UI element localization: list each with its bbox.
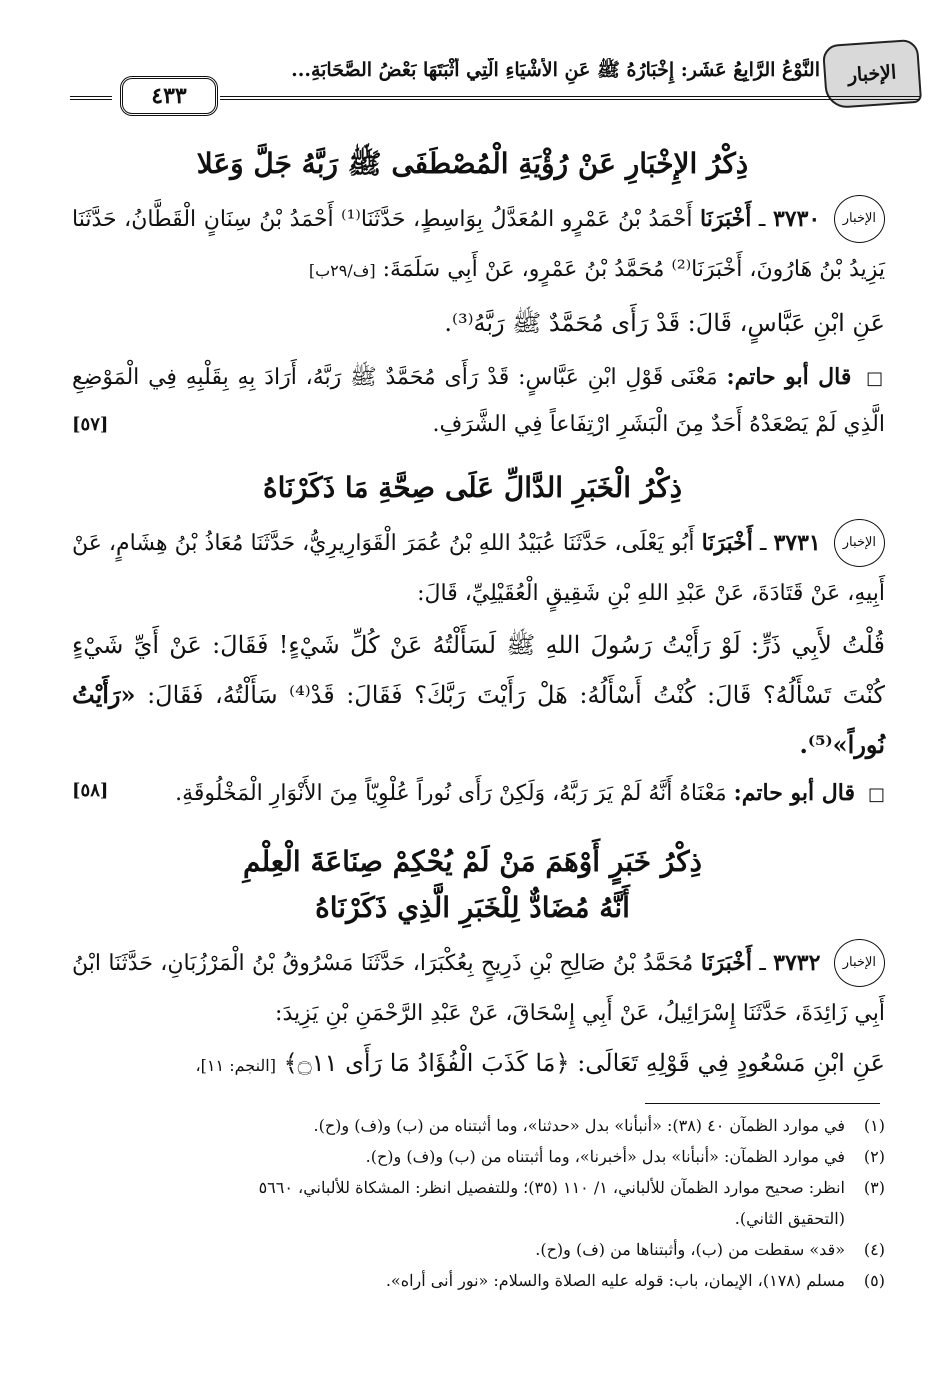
isnad-text: أَبُو يَعْلَى، حَدَّثَنَا عُبَيْدُ اللهِ بْنُ عُمَرَ الْقَوَارِيرِيُّ، حَدَّثَنَا مُعَاذُ بْنُ هِشَامٍ، عَنْ أَبِيهِ، عَنْ قَتَادَةَ، عَنْ عَبْدِ اللهِ بْنِ شَقِيقٍ الْعُقَيْلِيِّ، قَالَ: [72, 531, 885, 606]
footnote-3-cont: (التحقيق الثاني). [734, 1209, 845, 1228]
hadith-number: ٣٧٣٠ [772, 206, 821, 232]
footnote-5: (٥)مسلم (١٧٨)، الإيمان، باب: قوله عليه الصلاة والسلام: «نور أنى أراه». [385, 1271, 885, 1290]
comment-text: مَعْنَى قَوْلِ ابْنِ عَبَّاسٍ: قَدْ رَأَى مُحَمَّدٌ ﷺ رَبَّهُ، أَرَادَ بِهِ بِقَلْبِهِ فِي الْمَوْضِعِ الَّذِي لَمْ يَصْعَدْهُ أَحَدٌ مِنَ الْبَشَرِ ارْتِفَاعاً فِي الشَّرَفِ. [72, 365, 885, 437]
hadith-3730-isnad: الإخبار ٣٧٣٠ ـ أَخْبَرَنَا أَحْمَدُ بْنُ عَمْرٍو المُعَدَّلُ بِوَاسِطٍ، حَدَّثَنَا⁽¹⁾ أَحْمَدُ بْنُ سِنَانٍ الْقَطَّانُ، حَدَّثَنَا يَزِيدُ بْنُ هَارُونَ، أَخْبَرَنَا⁽²⁾ مُحَمَّدُ بْنُ عَمْرٍو، عَنْ أَبِي سَلَمَةَ: [ف/٢٩ب] [72, 196, 885, 294]
box-mark: □ [867, 784, 885, 805]
box-mark: □ [866, 368, 885, 389]
hadith-number: ٣٧٣١ [773, 530, 821, 556]
comment-text: مَعْنَاهُ أَنَّهُ لَمْ يَرَ رَبَّهُ، وَلَكِنْ رَأَى نُوراً عُلْوِيّاً مِنَ الأَنْوَارِ الْمَخْلُوقَةِ. [175, 781, 727, 806]
hadith-3732-isnad: الإخبار ٣٧٣٢ ـ أَخْبَرَنَا مُحَمَّدُ بْنُ صَالِحِ بْنِ ذَرِيحٍ بِعُكْبَرَا، حَدَّثَنَا مَسْرُوقُ بْنُ الْمَرْزُبَانِ، حَدَّثَنَا ابْنُ أَبِي زَائِدَةَ، حَدَّثَنَا إِسْرَائِيلُ، عَنْ أَبِي إِسْحَاقَ، عَنْ عَبْدِ الرَّحْمَنِ بْنِ يَزِيدَ: [72, 940, 885, 1037]
matn-quote: «رَأَيْتُ نُوراً»⁽⁵⁾. [72, 680, 885, 759]
hadith-lead: أَخْبَرَنَا [700, 206, 752, 232]
footnote-1: (١)في موارد الظمآن ٤٠ (٣٨): «أنبأنا» بدل «حدثنا»، وما أثبتناه من (ب) و(ف) و(ح). [313, 1116, 885, 1135]
hadith-badge: الإخبار [834, 939, 885, 987]
page-header [70, 40, 920, 118]
chapter-badge: الإخبار [822, 39, 922, 110]
manuscript-ref: [ف/٢٩ب] [308, 261, 376, 280]
isnad-text: مُحَمَّدُ بْنُ صَالِحِ بْنِ ذَرِيحٍ بِعُكْبَرَا، حَدَّثَنَا مَسْرُوقُ بْنُ الْمَرْزُبَانِ، حَدَّثَنَا ابْنُ أَبِي زَائِدَةَ، حَدَّثَنَا إِسْرَائِيلُ، عَنْ أَبِي إِسْحَاقَ، عَنْ عَبْدِ الرَّحْمَنِ بْنِ يَزِيدَ: [72, 951, 885, 1026]
quran-ref: [النجم: ١١]، [195, 1056, 276, 1075]
hadith-3730-matn: عَنِ ابْنِ عَبَّاسٍ، قَالَ: قَدْ رَأَى مُحَمَّدٌ ﷺ رَبَّهُ⁽³⁾. [444, 309, 885, 337]
header-rule [220, 96, 920, 100]
footnote-3: (٣)انظر: صحيح موارد الظمآن للألباني، ١/ ١١٠ (٣٥)؛ وللتفصيل انظر: المشكاة للألباني، ٥٦٦٠ [258, 1178, 885, 1197]
section-title-2: ذِكْرُ الْخَبَرِ الدَّالِّ عَلَى صِحَّةِ مَا ذَكَرْنَاهُ [262, 471, 683, 504]
margin-number-58: [٥٨] [72, 780, 109, 801]
footnotes [72, 1110, 885, 1296]
footnote-2: (٢)في موارد الظمآن: «أنبأنا» بدل «أخبرنا»، وما أثبتناه من (ب) و(ف) و(ح). [365, 1147, 885, 1166]
hadith-3731-matn [72, 620, 885, 770]
section-title-1: ذِكْرُ الإِخْبَارِ عَنْ رُؤْيَةِ الْمُصْطَفَى ﷺ رَبَّهُ جَلَّ وَعَلا [196, 147, 749, 180]
section-title-3-line2: أَنَّهُ مُضَادٌّ لِلْخَبَرِ الَّذِي ذَكَرْنَاهُ [315, 891, 630, 924]
matn-text: قُلْتُ لأَبِي ذَرٍّ: لَوْ رَأَيْتُ رَسُولَ اللهِ ﷺ لَسَأَلْتُهُ عَنْ كُلِّ شَيْءٍ! فَقَالَ: عَنْ أَيِّ شَيْءٍ كُنْتَ تَسْأَلُهُ؟ قَالَ: كُنْتُ أَسْأَلُهُ: هَلْ رَأَيْتَ رَبَّكَ؟ فَقَالَ: قَدْ⁽⁴⁾ سَأَلْتُهُ، فَقَالَ: [72, 631, 885, 709]
isnad-text: أَحْمَدُ بْنُ عَمْرٍو المُعَدَّلُ بِوَاسِطٍ، حَدَّثَنَا⁽¹⁾ أَحْمَدُ بْنُ سِنَانٍ الْقَطَّانُ، حَدَّثَنَا يَزِيدُ بْنُ هَارُونَ، أَخْبَرَنَا⁽²⁾ مُحَمَّدُ بْنُ عَمْرٍو، عَنْ أَبِي سَلَمَةَ: [72, 207, 885, 282]
hadith-lead: أَخْبَرَنَا [700, 950, 753, 976]
running-title: النَّوْعُ الرَّابِعُ عَشَر: إِخْبَارُهُ ﷺ عَنِ الأَشْيَاءِ الَّتِي أَثْبَتَهَا بَعْضُ الصَّحَابَةِ... [291, 59, 820, 81]
comment-lead: قال أبو حاتم: [726, 364, 852, 390]
abu-hatim-comment-2 [72, 770, 885, 818]
abu-hatim-comment-1 [72, 354, 885, 448]
matn-text: عَنِ ابْنِ مَسْعُودٍ فِي قَوْلِهِ تَعَالَى: ﴿مَا كَذَبَ الْفُؤَادُ مَا رَأَى ۝١١﴾ [283, 1049, 885, 1077]
hadith-3732-matn [72, 1040, 885, 1089]
header-rule-left [70, 96, 112, 100]
footnote-4: (٤)«قد» سقطت من (ب)، وأثبتناها من (ف) و(ح). [535, 1240, 885, 1259]
hadith-3731-isnad: الإخبار ٣٧٣١ ـ أَخْبَرَنَا أَبُو يَعْلَى، حَدَّثَنَا عُبَيْدُ اللهِ بْنُ عُمَرَ الْقَوَارِيرِيُّ، حَدَّثَنَا مُعَاذُ بْنُ هِشَامٍ، عَنْ أَبِيهِ، عَنْ قَتَادَةَ، عَنْ عَبْدِ اللهِ بْنِ شَقِيقٍ الْعُقَيْلِيِّ، قَالَ: [72, 520, 885, 617]
hadith-lead: أَخْبَرَنَا [701, 530, 753, 556]
footnote-rule [645, 1103, 880, 1104]
section-title-3-line1: ذِكْرُ خَبَرٍ أَوْهَمَ مَنْ لَمْ يُحْكِمْ صِنَاعَةَ الْعِلْمِ [242, 845, 703, 878]
margin-number-57: [٥٧] [72, 414, 109, 435]
comment-lead: قال أبو حاتم: [733, 780, 855, 806]
hadith-badge: الإخبار [834, 195, 885, 243]
page-number: ٤٣٣ [120, 76, 218, 116]
hadith-number: ٣٧٣٢ [773, 950, 821, 976]
hadith-badge: الإخبار [834, 519, 885, 567]
